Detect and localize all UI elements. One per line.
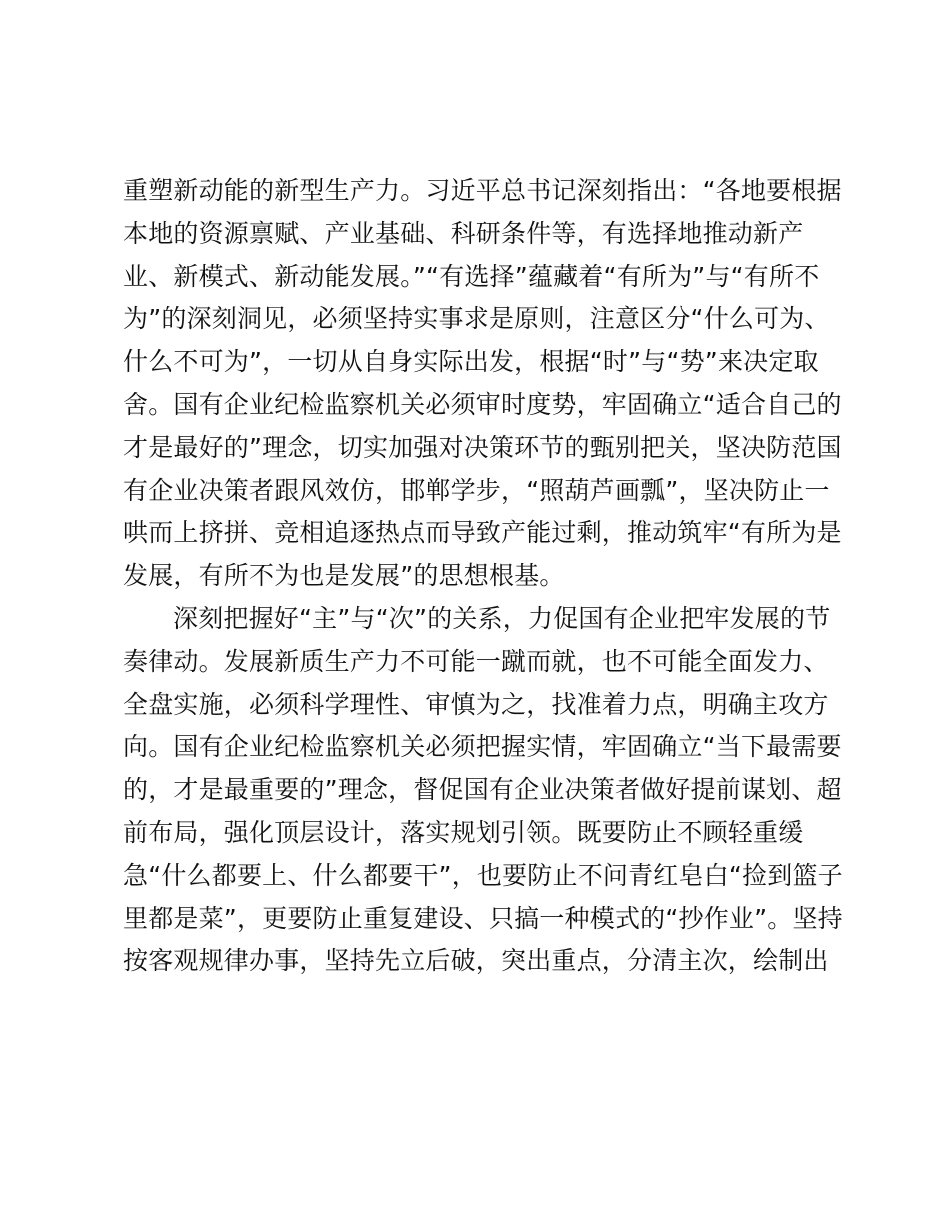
text-line: 哄而上挤拼、竞相追逐热点而导致产能过剩，推动筑牢“有所为是 <box>123 518 842 548</box>
text-line: 为”的深刻洞见，必须坚持实事求是原则，注意区分“什么可为、 <box>123 304 830 334</box>
text-line: 发展，有所不为也是发展”的思想根基。 <box>123 561 565 591</box>
body-text <box>123 170 843 983</box>
text-line: 深刻把握好“主”与“次”的关系，力促国有企业把牢发展的节 <box>173 603 831 633</box>
text-line: 的，才是最重要的”理念，督促国有企业决策者做好提前谋划、超 <box>123 775 842 805</box>
text-line: 什么不可为”，一切从自身实际出发，根据“时”与“势”来决定取 <box>123 347 819 377</box>
text-line: 才是最好的”理念，切实加强对决策环节的甄别把关，坚决防范国 <box>123 432 842 462</box>
text-line: 业、新模式、新动能发展。”“有选择”蕴藏着“有所为”与“有所不 <box>123 261 820 291</box>
text-line: 向。国有企业纪检监察机关必须把握实情，牢固确立“当下最需要 <box>123 732 842 762</box>
text-line: 舍。国有企业纪检监察机关必须审时度势，牢固确立“适合自己的 <box>123 389 842 419</box>
text-line: 有企业决策者跟风效仿，邯郸学步，“照葫芦画瓢”，坚决防止一 <box>123 475 830 505</box>
text-line: 重塑新动能的新型生产力。习近平总书记深刻指出：“各地要根据 <box>123 176 842 205</box>
paragraph-2 <box>123 598 843 983</box>
text-line: 急“什么都要上、什么都要干”，也要防止不问青红皂白“捡到篮子 <box>123 860 843 890</box>
text-line: 本地的资源禀赋、产业基础、科研条件等，有选择地推动新产 <box>123 218 804 248</box>
text-line: 前布局，强化顶层设计，落实规划引领。既要防止不顾轻重缓 <box>123 817 804 847</box>
text-line: 全盘实施，必须科学理性、审慎为之，找准着力点，明确主攻方 <box>123 689 829 719</box>
paragraph-1 <box>123 170 843 598</box>
text-line: 按客观规律办事，坚持先立后破，突出重点，分清主次，绘制出 <box>123 946 829 976</box>
text-line: 里都是菜”，更要防止重复建设、只搞一种模式的“抄作业”。坚持 <box>123 903 843 933</box>
text-line: 奏律动。发展新质生产力不可能一蹴而就，也不可能全面发力、 <box>123 646 829 676</box>
